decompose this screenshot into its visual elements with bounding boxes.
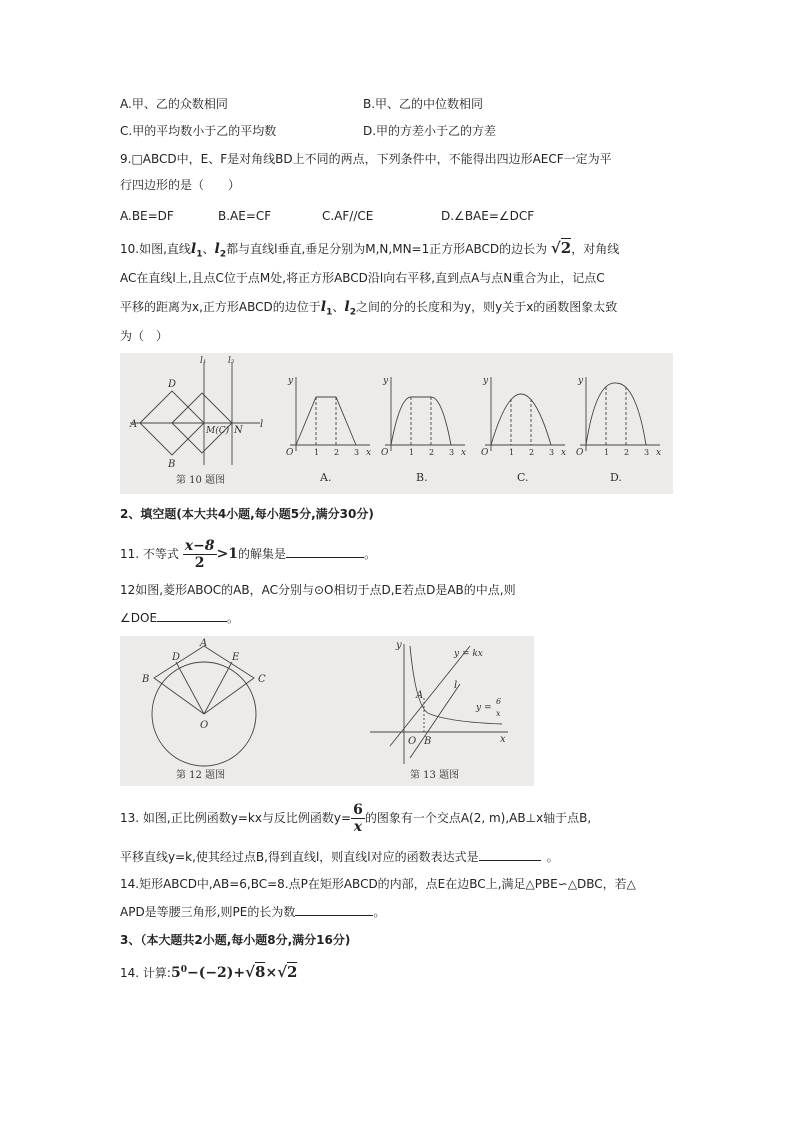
q14-stem-line2: APD是等腰三角形,则PE的长为数 。	[120, 905, 386, 919]
svg-text:y: y	[383, 376, 389, 386]
svg-text:O: O	[576, 448, 584, 458]
q11-answer-blank[interactable]	[286, 545, 364, 558]
svg-text:O: O	[381, 448, 389, 458]
svg-text:x: x	[656, 448, 662, 458]
fig13-label-ykx: y = kx	[454, 649, 483, 659]
q9-stem-line1: 9.□ABCD中，E、F是对角线BD上不同的两点，下列条件中，不能得出四边形AECF一定为平	[120, 152, 612, 166]
fig12-label-c: C	[258, 674, 266, 685]
q8-option-d: D.甲的方差小于乙的方差	[363, 124, 497, 138]
svg-text:2: 2	[334, 448, 340, 457]
q10-stem-line2: AC在直线l上,且点C位于点M处,将正方形ABCD沿l向右平移,直到点A与点N重合为止，记点C	[120, 271, 605, 285]
q13-stem-line1: 13. 如图,正比例函数y=kx与反比例函数y= $\frac{6}{x}$ 的图象有一个交点A(2, m),AB⊥x轴于点B,	[120, 802, 592, 835]
q14-answer-blank[interactable]	[295, 903, 373, 916]
q13-stem-line2: 平移直线y=k,使其经过点B,得到直线l，则直线l对应的函数表达式是 。	[120, 850, 559, 864]
fig10-graph-c-label: C.	[517, 471, 529, 484]
fig10-label-l: l	[260, 419, 264, 430]
svg-text:x: x	[366, 448, 372, 458]
sqrt-two: √2	[550, 239, 572, 257]
fig13-label-x: x	[500, 734, 506, 745]
q8-option-a: A.甲、乙的众数相同	[120, 97, 228, 111]
fig13-label-b: B	[424, 736, 432, 747]
fig13-label-l: l	[454, 680, 458, 691]
svg-text:3: 3	[549, 448, 555, 457]
fig10-label-mc: M(C)	[206, 426, 230, 436]
fig10-label-l1: l₁	[200, 356, 207, 366]
q9-option-c: C.AF//CE	[322, 209, 374, 223]
q12-stem-line2: ∠DOE 。	[120, 611, 240, 625]
q9-stem-line2: 行四边形的是（ ）	[120, 178, 241, 192]
q11: 11. 不等式 $\frac{x-8}{2}$ >1的解集是 。	[120, 538, 377, 571]
svg-text:3: 3	[354, 448, 360, 457]
sqrt-two-b: √2	[277, 963, 298, 981]
fig10-label-d: D	[168, 379, 177, 390]
svg-text:x: x	[561, 448, 567, 458]
fig12-label-e: E	[232, 652, 240, 663]
q8-option-c: C.甲的平均数小于乙的平均数	[120, 124, 277, 138]
q12-stem-line1: 12如图,菱形ABOC的AB，AC分别与⊙O相切于点D,E若点D是AB的中点,则	[120, 583, 516, 597]
svg-text:2: 2	[624, 448, 630, 457]
fig12-label-d: D	[172, 652, 181, 663]
fig13-label-y-eq: y =	[476, 703, 492, 713]
q14-stem-line1: 14.矩形ABCD中,AB=6,BC=8.点P在矩形ABCD的内部，点E在边BC上,满足△PBE∽△DBC，若△	[120, 877, 636, 891]
svg-text:O: O	[286, 448, 294, 458]
fig12-caption: 第 12 题图	[176, 770, 226, 781]
svg-text:2: 2	[429, 448, 435, 457]
svg-text:1: 1	[314, 448, 320, 457]
fig10-label-b: B	[168, 459, 176, 470]
q8-option-b: B.甲、乙的中位数相同	[363, 97, 484, 111]
svg-text:3: 3	[449, 448, 455, 457]
fig10-label-l2: l₂	[228, 356, 235, 366]
q10-stem-line1: 10.如图,直线$l_1$、$l_2$都与直线l垂直,垂足分别为M,N,MN=1正方形ABCD的边长为 √2，对角线	[120, 239, 620, 260]
svg-text:3: 3	[644, 448, 650, 457]
svg-text:O: O	[481, 448, 489, 458]
fig13-label-a: A	[416, 690, 424, 701]
figure-10-photo	[120, 353, 673, 494]
q15-compute: 14. 计算$:5^0-(-2)+√8\times√2$	[120, 963, 298, 981]
fig10-caption: 第 10 题图	[176, 475, 226, 486]
q9-option-a: A.BE=DF	[120, 209, 174, 223]
q10-stem-line4: 为（ ）	[120, 329, 169, 343]
fig13-label-o: O	[408, 736, 417, 747]
q9-option-b: B.AE=CF	[218, 209, 272, 223]
svg-text:2: 2	[529, 448, 535, 457]
q9-option-d: D.∠BAE=∠DCF	[441, 209, 535, 223]
q12-answer-blank[interactable]	[157, 609, 227, 622]
fig10-label-a: A	[130, 419, 138, 430]
fig13-caption: 第 13 题图	[410, 770, 460, 781]
section-3-title: 3、（本大题共2小题,每小题8分,满分16分)	[120, 933, 351, 947]
fig10-graph-d-label: D.	[610, 471, 622, 484]
q13-fraction: $\frac{6}{x}$	[353, 802, 363, 835]
svg-text:x: x	[461, 448, 467, 458]
fig12-label-a: A	[200, 638, 208, 649]
q10-stem-line3: 平移的距离为x,正方形ABCD的边位于$l_1$、$l_2$之间的分的长度和为y，则y关于x的函数图象太致	[120, 299, 618, 318]
fig10-label-n: N	[234, 425, 243, 436]
fig12-label-o: O	[200, 720, 209, 731]
fig10-graph-a-label: A.	[320, 471, 332, 484]
svg-text:1: 1	[509, 448, 515, 457]
figure-12-13-photo	[120, 636, 534, 786]
fig13-label-six: 6	[496, 697, 502, 706]
fig13-label-xden: x	[496, 709, 501, 718]
section-2-title: 2、填空题(本大共4小题,每小题5分,满分30分)	[120, 507, 374, 521]
svg-text:y: y	[483, 376, 489, 386]
svg-text:1: 1	[409, 448, 415, 457]
q13-answer-blank[interactable]	[479, 848, 541, 861]
q11-fraction: $\frac{x-8}{2}$	[184, 538, 215, 571]
fig10-graph-b-label: B.	[416, 471, 428, 484]
svg-text:y: y	[288, 376, 294, 386]
fig12-label-b: B	[142, 674, 150, 685]
svg-text:y: y	[578, 376, 584, 386]
fig13-label-y: y	[396, 640, 402, 651]
svg-text:1: 1	[604, 448, 610, 457]
sqrt-eight: √8	[245, 963, 266, 981]
